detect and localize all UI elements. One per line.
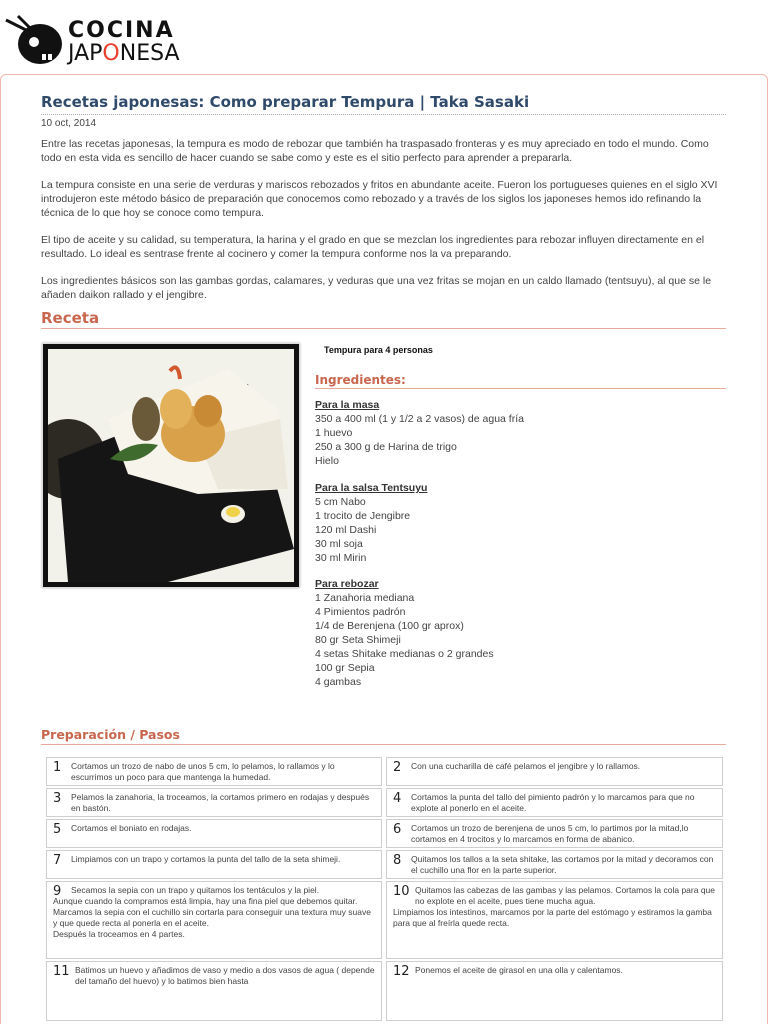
ingredient-item: 1 trocito de Jengibre	[315, 510, 411, 522]
ingredient-item: 4 setas Shitake medianas o 2 grandes	[315, 648, 494, 660]
step-number: 7	[53, 853, 62, 868]
step-card	[46, 961, 382, 1021]
ingredient-group	[315, 398, 726, 468]
ingredient-item: 250 a 300 g de Harina de trigo	[315, 441, 457, 453]
step-number: 4	[393, 791, 402, 806]
tempura-photo	[42, 343, 300, 588]
ingredient-item: 1 huevo	[315, 427, 353, 439]
article-date: 10 oct, 2014	[41, 118, 97, 129]
step-text: Cortamos un trozo de berenjena de unos 5 cm, lo partimos por la mitad,lo cortamos en 4 trocitos y lo marcamos en forma de abanico.	[411, 823, 689, 844]
step-number: 10	[393, 884, 410, 899]
logo-line-2: JAPONESA	[68, 41, 180, 66]
step-number: 9	[53, 884, 62, 899]
servings-label: Tempura para 4 personas	[324, 345, 433, 355]
ingredient-group	[315, 577, 726, 689]
ingredient-item: 4 gambas	[315, 676, 362, 688]
intro-paragraph: La tempura consiste en una serie de verduras y mariscos rebozados y fritos en abundante aceite. Fueron los portugueses quienes en el siglo XVI introdujeron este método básico de preparación que conocemos como rebozado y a través de los siglos los japoneses hemos ido refinando la técnica de lo que hoy se conoce como tempura.	[41, 179, 718, 219]
logo-wordmark	[68, 20, 180, 66]
ingredient-item: 5 cm Nabo	[315, 496, 366, 508]
ingredient-item: 350 a 400 ml (1 y 1/2 a 2 vasos) de agua fría	[315, 413, 524, 425]
ingredient-item: 120 ml Dashi	[315, 524, 377, 536]
step-text: Quitamos las cabezas de las gambas y las pelamos. Cortamos la cola para que no explote en el aceite, pues tiene mucha agua.	[415, 885, 716, 906]
intro-paragraph: Entre las recetas japonesas, la tempura es modo de rebozar que también ha traspasado fronteras y es muy apreciado en todo el mundo. Como todo en esta vida es sencillo de hacer cuando se sabe como y este es el sitio perfecto para aprender a prepararla.	[41, 138, 709, 164]
step-card	[46, 788, 382, 817]
ingredient-item: 1/4 de Berenjena (100 gr aprox)	[315, 620, 464, 632]
site-logo[interactable]	[0, 0, 200, 72]
ingredient-item: 1 Zanahoria mediana	[315, 592, 415, 604]
step-card	[386, 881, 723, 959]
intro-paragraph: Los ingredientes básicos son las gambas gordas, calamares, y veduras que una vez fritas se mojan en un caldo llamado (tentsuyu), al que se le añaden daikon rallado y el jengibre.	[41, 275, 712, 301]
ingredient-item: 4 Pimientos padrón	[315, 606, 406, 618]
step-card	[46, 881, 382, 959]
intro-paragraph: El tipo de aceite y su calidad, su temperatura, la harina y el grado en que se mezclan los ingredientes para rebozar influyen directamente en el resultado. Lo ideal es sentrase frente al cocinero y comer la tempura conforme nos la va preparando.	[41, 234, 705, 260]
step-card	[46, 757, 382, 786]
step-text-continued: Aunque cuando la compramos está limpia, hay una fina piel que debemos quitar. Marcamos la sepia con el cuchillo sin cortarla para conseguir una textura muy suave y que quede recta al ponerla en el aceite. Después la troceamos en 4 partes.	[53, 896, 371, 939]
step-text: Pelamos la zanahoria, la troceamos, la cortamos primero en rodajas y después en bastón.	[71, 792, 370, 813]
step-card	[386, 757, 723, 786]
ingredient-group-heading: Para la salsa Tentsuyu	[315, 482, 428, 494]
preparation-section-title: Preparación / Pasos	[41, 727, 726, 745]
ingredient-group-heading: Para rebozar	[315, 578, 379, 590]
ingredient-item: 100 gr Sepia	[315, 662, 375, 674]
step-text-continued: Limpiamos los intestinos, marcamos por la parte del estómago y estiramos la gamba para que al freírla quede recta.	[393, 907, 712, 928]
step-text: Cortamos un trozo de nabo de unos 5 cm, lo pelamos, lo rallamos y lo escurrimos un poco para que mantenga la humedad.	[71, 761, 335, 782]
step-text: Cortamos el boniato en rodajas.	[71, 823, 192, 833]
step-number: 5	[53, 822, 62, 837]
step-number: 1	[53, 760, 62, 775]
step-text: Quitamos los tallos a la seta shitake, las cortamos por la mitad y decoramos con el cuchillo una flor en la parte superior.	[411, 854, 714, 875]
step-text: Secamos la sepia con un trapo y quitamos los tentáculos y la piel.	[71, 885, 320, 895]
step-number: 3	[53, 791, 62, 806]
ingredients-title: Ingredientes:	[315, 373, 726, 389]
step-text: Cortamos la punta del tallo del pimiento padrón y lo marcamos para que no explote al ponerlo en el aceite.	[411, 792, 695, 813]
step-card	[46, 850, 382, 879]
step-number: 8	[393, 853, 402, 868]
step-text: Con una cucharilla de café pelamos el jengibre y lo rallamos.	[411, 761, 641, 771]
ingredient-group	[315, 481, 726, 565]
step-number: 6	[393, 822, 402, 837]
logo-line-1: COCINA	[68, 18, 175, 43]
step-text: Batimos un huevo y añadimos de vaso y medio a dos vasos de agua ( depende del tamaño del huevo) y lo batimos bien hasta	[75, 965, 375, 986]
ingredient-item: Hielo	[315, 455, 339, 467]
step-card	[386, 850, 723, 879]
article-intro	[41, 137, 726, 315]
tempura-plate-image	[48, 349, 294, 582]
step-number: 12	[393, 964, 410, 979]
ninja-logo-icon	[4, 12, 64, 68]
article-title: Recetas japonesas: Como preparar Tempura | Taka Sasaki	[41, 93, 726, 115]
ingredient-item: 30 ml soja	[315, 538, 363, 550]
ingredient-item: 80 gr Seta Shimeji	[315, 634, 401, 646]
step-number: 11	[53, 964, 70, 979]
recipe-section-title: Receta	[41, 309, 726, 329]
step-card	[46, 819, 382, 848]
step-text: Ponemos el aceite de girasol en una olla y calentamos.	[415, 965, 623, 975]
step-card	[386, 819, 723, 848]
step-number: 2	[393, 760, 402, 775]
step-card	[386, 961, 723, 1021]
step-card	[386, 788, 723, 817]
ingredient-group-heading: Para la masa	[315, 399, 380, 411]
step-text: Limpiamos con un trapo y cortamos la punta del tallo de la seta shimeji.	[71, 854, 341, 864]
ingredient-item: 30 ml Mirin	[315, 552, 367, 564]
